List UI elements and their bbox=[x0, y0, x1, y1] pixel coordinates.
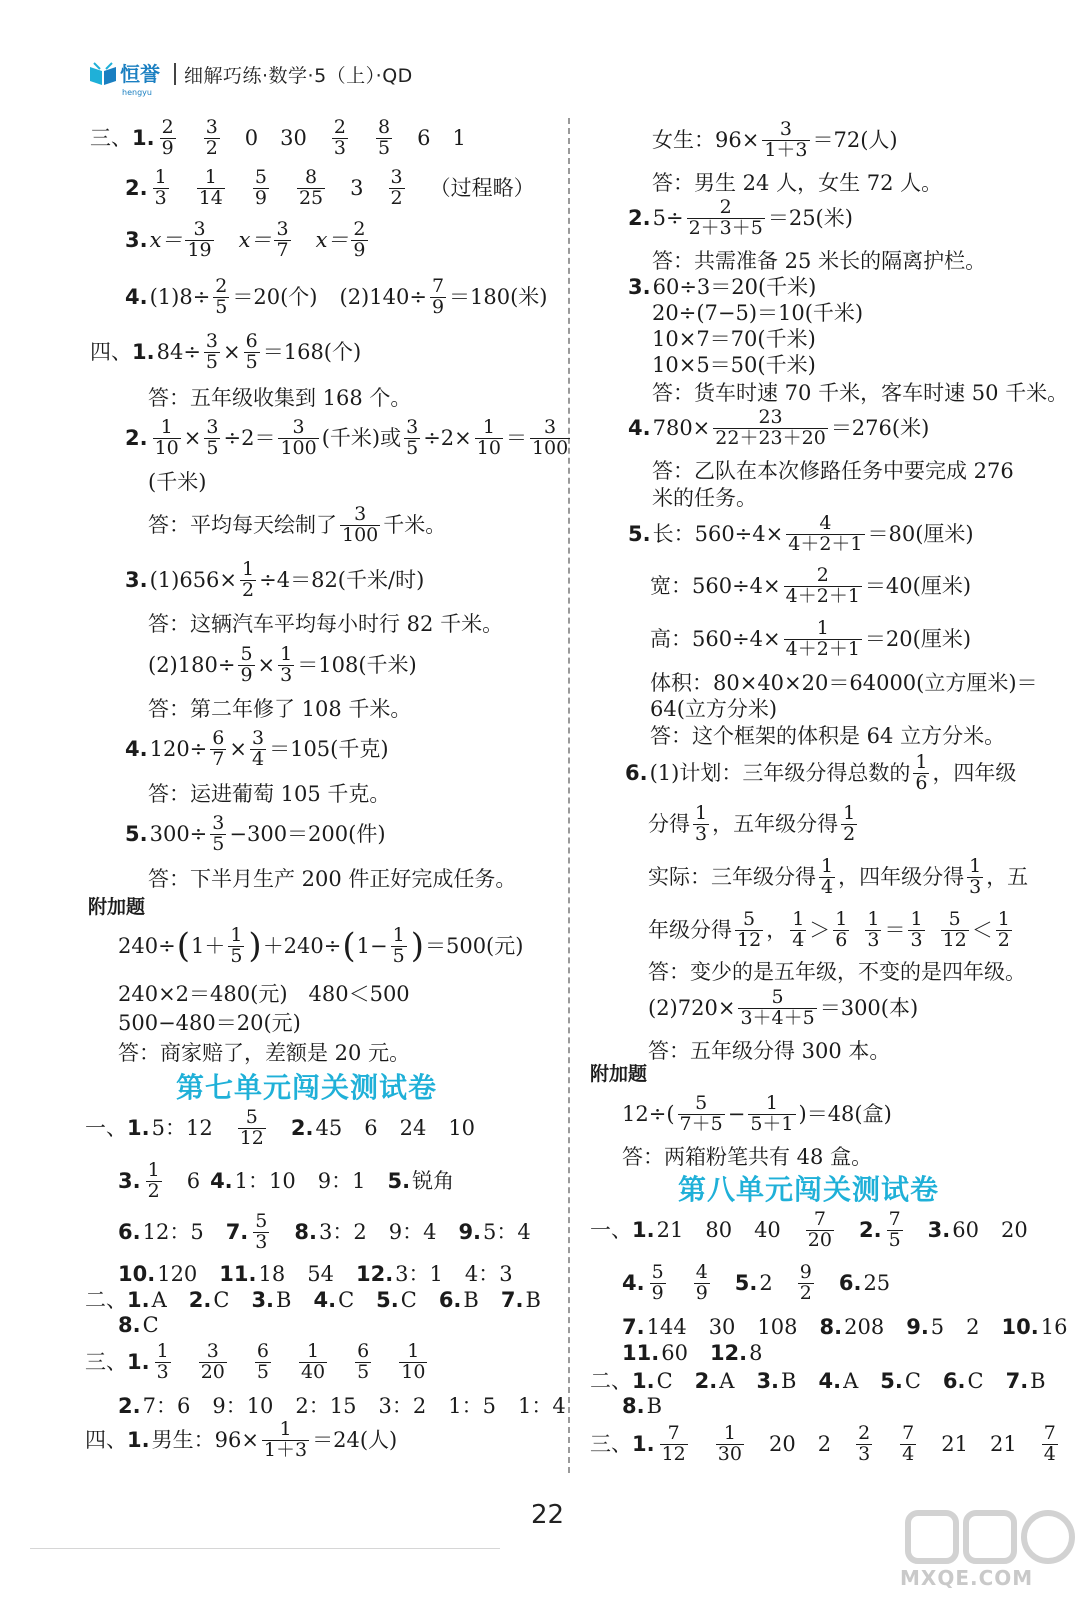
fraction: $\frac{1}{30}$ bbox=[717, 1422, 742, 1465]
fraction: $\frac{5}{12}$ bbox=[737, 908, 762, 951]
answer-text: 10×7＝70(千米) bbox=[652, 327, 816, 351]
answer-line: 6. (1)计划：三年级分得总数的 $\frac{1}{6}$ ，四年级 bbox=[625, 751, 1017, 794]
fraction: $\frac{7}{4}$ bbox=[902, 1422, 915, 1465]
fraction: $\frac{2}{9}$ bbox=[161, 116, 174, 159]
fraction: $\frac{1}{14}$ bbox=[198, 166, 223, 209]
answer-line: 年级分得 $\frac{5}{12}$ ， $\frac{1}{4}$ ＞ $\frac{1}{6}$ $\frac{1}{3}$ ＝ $\frac{1}{3}$ $\frac{5}{12}$ ＜ $\frac{1}{2}$ bbox=[648, 908, 1010, 951]
page-header bbox=[88, 56, 413, 97]
answer-text: 米的任务。 bbox=[652, 486, 757, 510]
fraction: $\frac{1}{3}$ bbox=[156, 1340, 169, 1383]
answer-line: 3. x＝ $\frac{3}{19}$ x＝ $\frac{3}{7}$ x＝ $\frac{2}{9}$ bbox=[125, 218, 366, 261]
fraction: $\frac{1}{5}$ bbox=[230, 924, 243, 967]
answer-text: 答：五年级分得 300 本。 bbox=[648, 1039, 891, 1063]
fraction: $\frac{1}{3}$ bbox=[154, 166, 167, 209]
fraction: $\frac{2}{2+3+5}$ bbox=[688, 196, 763, 239]
bonus-heading: 附加题 bbox=[88, 896, 146, 918]
fraction: $\frac{5}{9}$ bbox=[651, 1261, 664, 1304]
fraction: $\frac{5}{3}$ bbox=[255, 1210, 268, 1253]
answer-text: 20÷(7−5)＝10(千米) bbox=[652, 301, 864, 325]
fraction: $\frac{8}{5}$ bbox=[377, 116, 391, 159]
fraction: $\frac{1}{2}$ bbox=[242, 558, 255, 601]
fraction: $\frac{7}{12}$ bbox=[661, 1422, 686, 1465]
answer-text: 答：这个框架的体积是 64 立方分米。 bbox=[650, 724, 1006, 748]
answer-line: 4. (1)8÷ $\frac{2}{5}$ ＝20(个) (2)140÷ $\frac{7}{9}$ ＝180(米) bbox=[125, 275, 548, 318]
answer-line: 2. 5÷ $\frac{2}{2+3+5}$ ＝25(米) bbox=[628, 196, 853, 239]
answer-line: 6. 12：5 7. $\frac{5}{3}$ 8. 3：2 9：4 9. 5：4 bbox=[118, 1210, 531, 1253]
fraction: $\frac{1}{5}$ bbox=[392, 924, 405, 967]
fraction: $\frac{1}{3}$ bbox=[910, 908, 923, 951]
fraction: $\frac{1}{3}$ bbox=[867, 908, 880, 951]
brand-logo bbox=[88, 61, 160, 97]
answer-line: 高：560÷4× $\frac{1}{4+2+1}$ ＝20(厘米) bbox=[650, 617, 972, 660]
brand-name: 恒誉 bbox=[120, 62, 160, 86]
answer-line: 240÷ ( 1＋ $\frac{1}{5}$ ) ＋240÷ ( 1− $\frac{1}{5}$ ) ＝500(元) bbox=[118, 924, 524, 967]
fraction: $\frac{7}{20}$ bbox=[807, 1208, 832, 1251]
answer-text: 500−480＝20(元) bbox=[118, 1011, 301, 1035]
answer-text: 10×5＝50(千米) bbox=[652, 353, 816, 377]
answer-line: 2. $\frac{1}{3}$ $\frac{1}{14}$ $\frac{5}{9}$ $\frac{8}{25}$ 3 $\frac{3}{2}$ （过程略） bbox=[125, 166, 535, 209]
fraction: $\frac{1}{3}$ bbox=[695, 802, 708, 845]
fraction: $\frac{3}{100}$ bbox=[280, 416, 317, 459]
answer-line: 4. $\frac{5}{9}$ $\frac{4}{9}$ 5. 2 $\frac{9}{2}$ 6. 25 bbox=[622, 1261, 891, 1304]
answer-line: 四、 1. 男生：96× $\frac{1}{1+3}$ ＝24(人) bbox=[85, 1418, 398, 1461]
answer-line: 一、 1. 5：12 $\frac{5}{12}$ 2. 45 6 24 10 bbox=[85, 1106, 476, 1149]
fraction: $\frac{1}{6}$ bbox=[915, 751, 928, 794]
fraction: $\frac{1}{2}$ bbox=[843, 802, 856, 845]
column-divider bbox=[568, 118, 570, 1473]
fraction: $\frac{1}{10}$ bbox=[401, 1340, 426, 1383]
fraction: $\frac{1}{6}$ bbox=[835, 908, 848, 951]
fraction: $\frac{7}{4}$ bbox=[1043, 1422, 1056, 1465]
fraction: $\frac{7}{9}$ bbox=[431, 275, 445, 318]
fraction: $\frac{3}{2}$ bbox=[390, 166, 403, 209]
fraction: $\frac{3}{5}$ bbox=[205, 330, 219, 373]
header-separator bbox=[174, 63, 176, 85]
fraction: $\frac{2}{9}$ bbox=[353, 218, 366, 261]
answer-line: 7. 144 30 108 8. 208 9. 5 2 10. 16 bbox=[622, 1315, 1068, 1339]
fraction: $\frac{3}{2}$ bbox=[205, 116, 218, 159]
answer-line: 5. 长：560÷4× $\frac{4}{4+2+1}$ ＝80(厘米) bbox=[628, 512, 974, 555]
fraction: $\frac{2}{4+2+1}$ bbox=[785, 564, 860, 607]
fraction: $\frac{6}{5}$ bbox=[357, 1340, 370, 1383]
fraction: $\frac{3}{5}$ bbox=[406, 416, 419, 459]
fraction: $\frac{5}{7+5}$ bbox=[679, 1092, 723, 1135]
fraction: $\frac{1}{4}$ bbox=[821, 855, 834, 898]
fraction: $\frac{3}{19}$ bbox=[187, 218, 212, 261]
answer-text: 答：共需准备 25 米长的隔离护栏。 bbox=[652, 249, 987, 273]
fraction: $\frac{1}{2}$ bbox=[147, 1159, 160, 1202]
answer-line: (2)180÷ $\frac{5}{9}$ × $\frac{1}{3}$ ＝108(千米) bbox=[148, 643, 417, 686]
answer-line: 4. 780× $\frac{23}{22+23+20}$ ＝276(米) bbox=[628, 406, 930, 449]
brand-sub: hengyu bbox=[122, 88, 152, 97]
answer-text: 答：乙队在本次修路任务中要完成 276 bbox=[652, 459, 1014, 483]
fraction: $\frac{1}{10}$ bbox=[154, 416, 179, 459]
fraction: $\frac{2}{3}$ bbox=[858, 1422, 871, 1465]
fraction: $\frac{2}{3}$ bbox=[333, 116, 346, 159]
fraction: $\frac{3}{20}$ bbox=[200, 1340, 225, 1383]
fraction: $\frac{4}{9}$ bbox=[695, 1261, 708, 1304]
answer-line: 3. (1)656× $\frac{1}{2}$ ÷4＝82(千米/时) bbox=[125, 558, 425, 601]
answer-line: 10. 120 11. 18 54 12. 3：1 4：3 bbox=[118, 1262, 513, 1286]
fraction: $\frac{3}{7}$ bbox=[276, 218, 289, 261]
answer-line: 一、 1. 21 80 40 $\frac{7}{20}$ 2. $\frac{7}{5}$ 3. 60 20 bbox=[590, 1208, 1028, 1251]
answer-text: 答：男生 24 人，女生 72 人。 bbox=[652, 171, 943, 195]
fraction: $\frac{1}{40}$ bbox=[300, 1340, 326, 1383]
footer-rule bbox=[30, 1548, 500, 1549]
answer-text: 体积：80×40×20＝64000(立方厘米)＝ bbox=[650, 671, 1038, 695]
answer-line: 三、 1. $\frac{1}{3}$ $\frac{3}{20}$ $\frac{6}{5}$ $\frac{1}{40}$ $\frac{6}{5}$ $\frac{1}{10}$ bbox=[85, 1340, 426, 1383]
answer-line: 11. 60 12. 8 bbox=[622, 1341, 763, 1365]
answer-line: 宽：560÷4× $\frac{2}{4+2+1}$ ＝40(厘米) bbox=[650, 564, 972, 607]
answer-text: 答：运进葡萄 105 千克。 bbox=[148, 782, 391, 806]
fraction: $\frac{1}{1+3}$ bbox=[263, 1418, 308, 1461]
answer-line: 4. 120÷ $\frac{6}{7}$ × $\frac{3}{4}$ ＝105(千克) bbox=[125, 727, 389, 770]
fraction: $\frac{6}{5}$ bbox=[256, 1340, 269, 1383]
fraction: $\frac{1}{4+2+1}$ bbox=[785, 617, 860, 660]
fraction: $\frac{1}{2}$ bbox=[997, 908, 1010, 951]
answer-text: 答：变少的是五年级，不变的是四年级。 bbox=[648, 960, 1026, 984]
fraction: $\frac{3}{100}$ bbox=[342, 503, 379, 546]
answer-text: 答：这辆汽车平均每小时行 82 千米。 bbox=[148, 612, 504, 636]
watermark-text: MXQE.COM bbox=[900, 1566, 1034, 1590]
answer-line: 3. $\frac{1}{2}$ 6 4. 1：10 9：1 5. 锐角 bbox=[118, 1159, 455, 1202]
answer-line: 分得 $\frac{1}{3}$ ，五年级分得 $\frac{1}{2}$ bbox=[648, 802, 856, 845]
answer-line: 8. C bbox=[118, 1313, 159, 1337]
answer-line: 2. 7：6 9：10 2：15 3：2 1：5 1：4 bbox=[118, 1394, 566, 1418]
fraction: $\frac{5}{3+4+5}$ bbox=[740, 986, 815, 1029]
unit-8-title: 第八单元闯关测试卷 bbox=[678, 1173, 940, 1206]
answer-line: 2. $\frac{1}{10}$ × $\frac{3}{5}$ ÷2＝ $\frac{3}{100}$ (千米)或 $\frac{3}{5}$ ÷2× $\frac{1}{10}$ ＝ $\frac{3}{100}$ bbox=[125, 416, 569, 459]
fraction: $\frac{3}{5}$ bbox=[206, 416, 219, 459]
fraction: $\frac{9}{2}$ bbox=[799, 1261, 812, 1304]
fraction: $\frac{1}{10}$ bbox=[476, 416, 501, 459]
answer-line: 答：平均每天绘制了 $\frac{3}{100}$ 千米。 bbox=[148, 503, 447, 546]
answer-text: 答：商家赔了，差额是 20 元。 bbox=[118, 1041, 411, 1065]
answer-line: (2)720× $\frac{5}{3+4+5}$ ＝300(本) bbox=[648, 986, 919, 1029]
answer-text: 答：五年级收集到 168 个。 bbox=[148, 386, 412, 410]
answer-line: 三、 1. $\frac{7}{12}$ $\frac{1}{30}$ 20 2 $\frac{2}{3}$ $\frac{7}{4}$ 21 21 $\frac{7}{4}$ bbox=[590, 1422, 1056, 1465]
unit-7-title: 第七单元闯关测试卷 bbox=[176, 1071, 438, 1104]
answer-line: 12÷( $\frac{5}{7+5}$ − $\frac{1}{5+1}$ )＝48(盒) bbox=[622, 1092, 892, 1135]
fraction: $\frac{5}{12}$ bbox=[942, 908, 967, 951]
fraction: $\frac{6}{5}$ bbox=[245, 330, 258, 373]
answer-line: 二、 1. A 2. C 3. B 4. C 5. C 6. B 7. B bbox=[85, 1288, 541, 1312]
answer-line: 5. 300÷ $\frac{3}{5}$ −300＝200(件) bbox=[125, 812, 386, 855]
fraction: $\frac{4}{4+2+1}$ bbox=[788, 512, 863, 555]
bonus-heading: 附加题 bbox=[590, 1063, 648, 1085]
fraction: $\frac{5}{9}$ bbox=[240, 643, 253, 686]
fraction: $\frac{5}{9}$ bbox=[254, 166, 267, 209]
answer-text: 答：货车时速 70 千米，客车时速 50 千米。 bbox=[652, 381, 1069, 405]
fraction: $\frac{6}{7}$ bbox=[212, 727, 225, 770]
answer-text: 答：下半月生产 200 件正好完成任务。 bbox=[148, 867, 517, 891]
answer-line: 女生：96× $\frac{3}{1+3}$ ＝72(人) bbox=[652, 118, 898, 161]
answer-line: 实际：三年级分得 $\frac{1}{4}$ ，四年级分得 $\frac{1}{3}$ ，五 bbox=[648, 855, 1029, 898]
answer-line: 3. 60÷3＝20(千米) bbox=[628, 275, 817, 299]
fraction: $\frac{3}{1+3}$ bbox=[764, 118, 808, 161]
fraction: $\frac{1}{4}$ bbox=[792, 908, 805, 951]
fraction: $\frac{8}{25}$ bbox=[298, 166, 324, 209]
fraction: $\frac{5}{12}$ bbox=[239, 1106, 264, 1149]
fraction: $\frac{1}{3}$ bbox=[280, 643, 293, 686]
fraction: $\frac{2}{5}$ bbox=[215, 275, 228, 318]
answer-line: 三、 1. $\frac{2}{9}$ $\frac{3}{2}$ 0 30 $\frac{2}{3}$ $\frac{8}{5}$ 6 1 bbox=[90, 116, 466, 159]
answer-text: 答：第二年修了 108 千米。 bbox=[148, 697, 412, 721]
answer-line: 二、 1. C 2. A 3. B 4. A 5. C 6. C 7. B bbox=[590, 1369, 1046, 1393]
fraction: $\frac{1}{5+1}$ bbox=[750, 1092, 794, 1135]
answer-line: 8. B bbox=[622, 1394, 663, 1418]
answer-text: 240×2＝480(元) 480＜500 bbox=[118, 982, 410, 1006]
fraction: $\frac{3}{4}$ bbox=[251, 727, 265, 770]
fraction: $\frac{23}{22+23+20}$ bbox=[715, 406, 826, 449]
book-icon bbox=[88, 61, 118, 87]
answer-text: 64(立方分米) bbox=[650, 697, 778, 721]
fraction: $\frac{3}{5}$ bbox=[212, 812, 225, 855]
page-number: 22 bbox=[531, 1500, 565, 1530]
fraction: $\frac{1}{3}$ bbox=[969, 855, 982, 898]
fraction: $\frac{3}{100}$ bbox=[531, 416, 569, 459]
answer-text: 答：两箱粉笔共有 48 盒。 bbox=[622, 1145, 873, 1169]
answer-line: 四、 1. 84÷ $\frac{3}{5}$ × $\frac{6}{5}$ ＝168(个) bbox=[90, 330, 362, 373]
book-title: 细解巧练·数学·5（上）·QD bbox=[184, 64, 413, 87]
answer-text: (千米) bbox=[148, 470, 207, 494]
fraction: $\frac{7}{5}$ bbox=[888, 1208, 901, 1251]
